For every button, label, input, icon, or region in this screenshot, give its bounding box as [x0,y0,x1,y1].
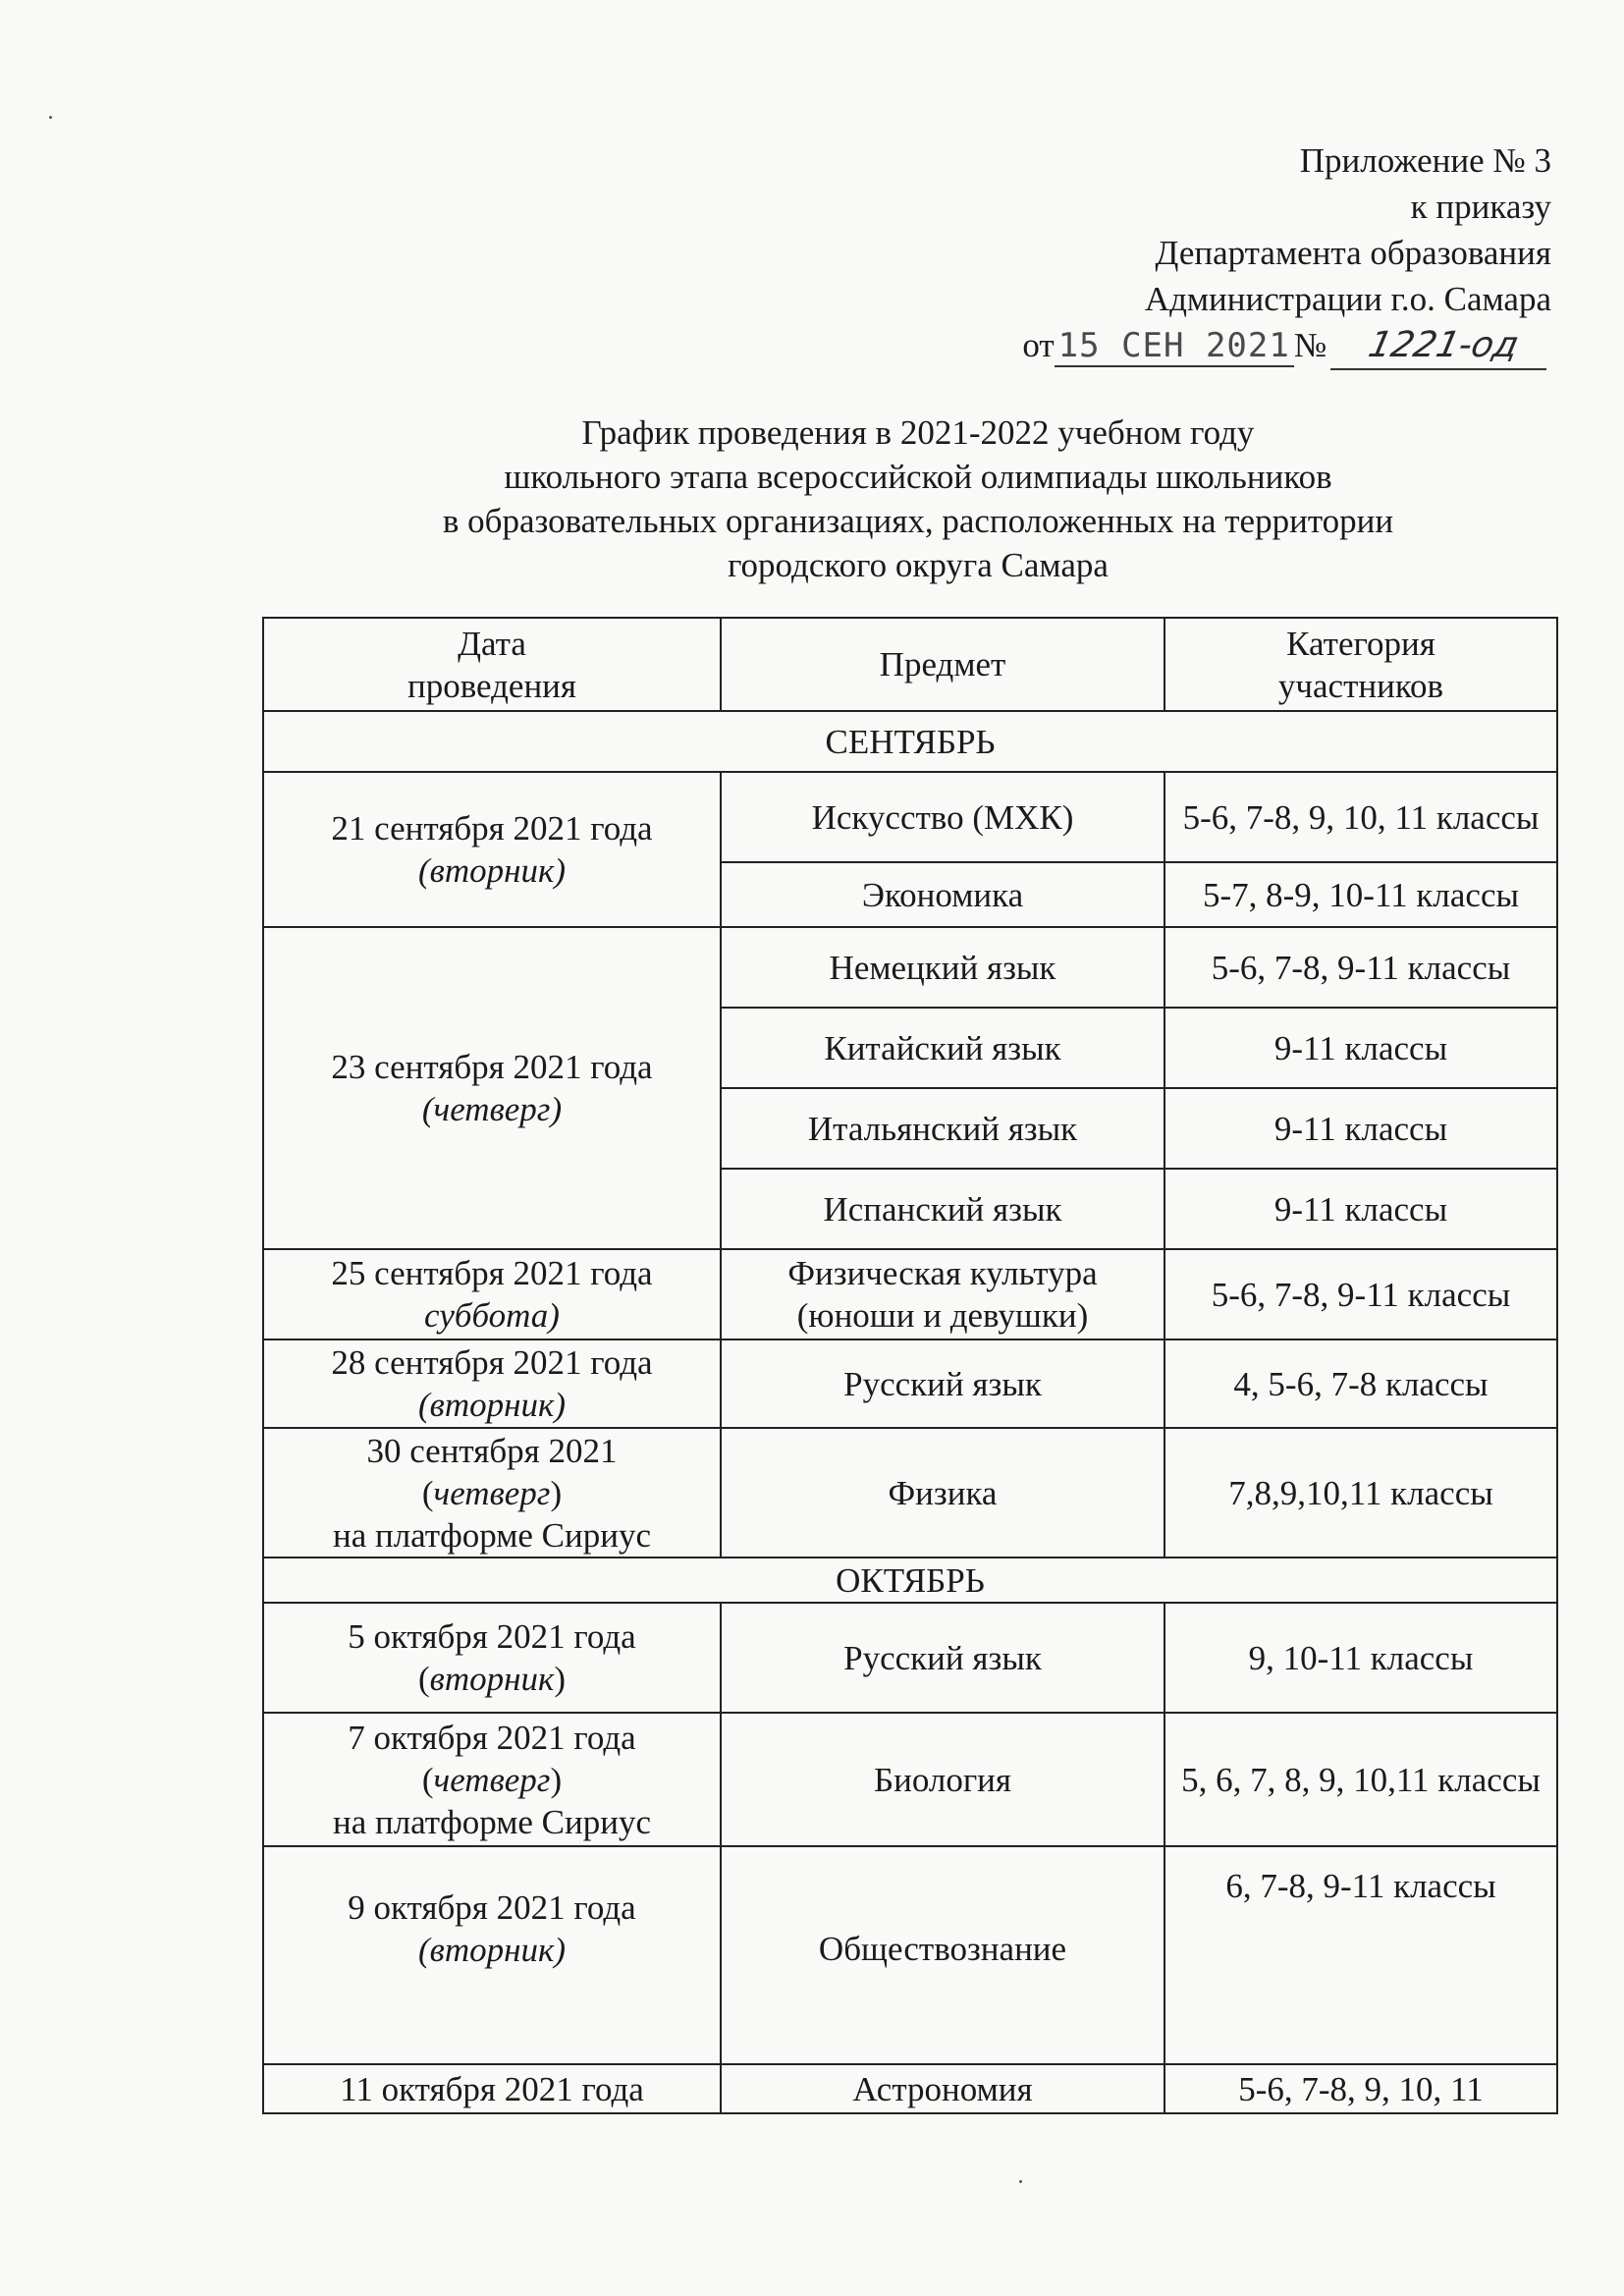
category-cell: 9-11 классы [1164,1169,1557,1249]
table-row [263,927,1557,1008]
category-cell: 4, 5-6, 7-8 классы [1164,1339,1557,1428]
date-cell: 23 сентября 2021 года (четверг) [263,927,721,1249]
table-row [263,1846,1557,2064]
subject-cell: Биология [721,1713,1164,1846]
month-row-october [263,1558,1557,1603]
category-cell: 6, 7-8, 9-11 классы [1164,1846,1557,2064]
date-stamp: 15 СЕН 2021 [1055,326,1294,367]
subject-cell: Экономика [721,862,1164,927]
table-header-row [263,618,1557,711]
appendix-department: Департамента образования [1155,234,1551,272]
header-category: Категория участников [1164,618,1557,711]
month-label: ОКТЯБРЬ [263,1558,1557,1603]
date-cell: 28 сентября 2021 года (вторник) [263,1339,721,1428]
month-row-september [263,711,1557,772]
number-prefix: № [1293,326,1327,364]
category-cell: 5-6, 7-8, 9, 10, 11 классы [1164,772,1557,862]
table-row [263,2064,1557,2113]
order-number-handwritten: 1221-од [1330,322,1556,370]
subject-cell: Итальянский язык [721,1088,1164,1169]
date-cell: 9 октября 2021 года (вторник) [263,1846,721,2064]
subject-cell: Астрономия [721,2064,1164,2113]
subject-cell: Китайский язык [721,1008,1164,1088]
header-subject: Предмет [721,618,1164,711]
subject-cell: Русский язык [721,1603,1164,1713]
category-cell: 5-7, 8-9, 10-11 классы [1164,862,1557,927]
appendix-order: к приказу [1410,188,1551,226]
category-cell: 9-11 классы [1164,1088,1557,1169]
subject-cell: Искусство (МХК) [721,772,1164,862]
subject-cell: Физика [721,1428,1164,1558]
scan-speck [49,116,52,119]
date-cell: 21 сентября 2021 года (вторник) [263,772,721,927]
table-row [263,1713,1557,1846]
title-line: школьного этапа всероссийской олимпиады школьников [504,458,1332,496]
document-title [0,410,1624,587]
category-cell: 9-11 классы [1164,1008,1557,1088]
date-cell: 5 октября 2021 года (вторник) [263,1603,721,1713]
table-row [263,772,1557,862]
header-date: Дата проведения [263,618,721,711]
month-label: СЕНТЯБРЬ [263,711,1557,772]
appendix-title: Приложение № 3 [1299,141,1551,180]
title-line: График проведения в 2021-2022 учебном году [581,413,1255,452]
subject-cell: Испанский язык [721,1169,1164,1249]
schedule-table [262,617,1558,2114]
date-cell: 30 сентября 2021 (четверг) на платформе Сириус [263,1428,721,1558]
appendix-block [1022,137,1551,370]
table-row [263,1428,1557,1558]
scan-speck [1019,2180,1022,2183]
table-row [263,1249,1557,1339]
category-cell: 5, 6, 7, 8, 9, 10,11 классы [1164,1713,1557,1846]
category-cell: 5-6, 7-8, 9-11 классы [1164,927,1557,1008]
category-cell: 5-6, 7-8, 9-11 классы [1164,1249,1557,1339]
appendix-administration: Администрации г.о. Самара [1144,280,1551,318]
title-line: в образовательных организациях, расположенных на территории [442,502,1394,540]
table-row [263,1339,1557,1428]
subject-cell: Русский язык [721,1339,1164,1428]
category-cell: 5-6, 7-8, 9, 10, 11 [1164,2064,1557,2113]
date-cell: 7 октября 2021 года (четверг) на платформе Сириус [263,1713,721,1846]
title-line: городского округа Самара [728,546,1109,584]
appendix-date-line [1022,322,1551,370]
date-cell: 25 сентября 2021 года суббота) [263,1249,721,1339]
table-row [263,1603,1557,1713]
subject-cell: Физическая культура (юноши и девушки) [721,1249,1164,1339]
subject-cell: Немецкий язык [721,927,1164,1008]
subject-cell: Обществознание [721,1846,1164,2064]
category-cell: 9, 10-11 классы [1164,1603,1557,1713]
date-cell: 11 октября 2021 года [263,2064,721,2113]
category-cell: 7,8,9,10,11 классы [1164,1428,1557,1558]
date-prefix: от [1022,326,1055,364]
